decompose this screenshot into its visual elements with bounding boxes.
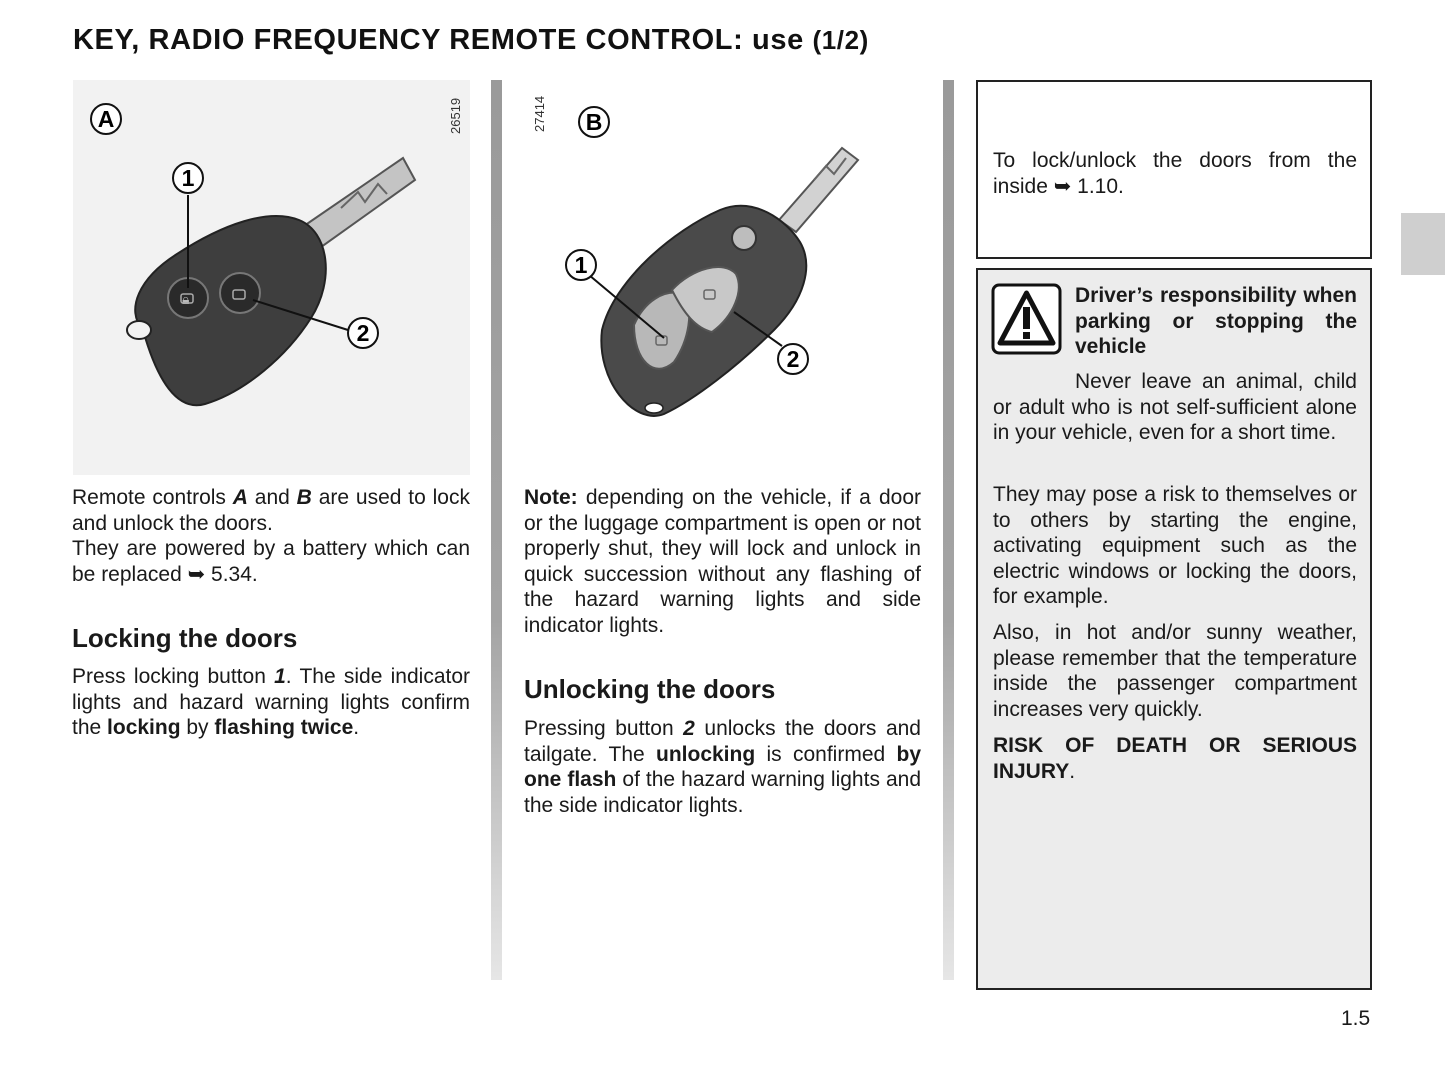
warning-title: Driver’s responsibility when parking or stopping the vehicle: [1075, 284, 1357, 359]
infobox-text: To lock/unlock the doors from the inside ➥ 1.10.: [993, 149, 1357, 198]
warning-triangle-icon: [991, 283, 1062, 355]
warning-para-4: RISK OF DEATH OR SERIOUS INJURY.: [993, 734, 1357, 783]
key-blade-b: [779, 148, 858, 232]
key-ring-hole-b: [645, 403, 663, 413]
warning-para-3: Also, in hot and/or sunny weather, please remember that the temperature inside the passenger compartment increases very quickly.: [993, 621, 1357, 721]
driver-responsibility-warning: [976, 268, 1372, 990]
figure-a-key-remote: [73, 80, 470, 475]
locking-text: Press locking button 1. The side indicator lights and hazard warning lights confirm the locking by flashing twice.: [72, 665, 471, 740]
page-title-text: KEY, RADIO FREQUENCY REMOTE CONTROL: use: [73, 24, 804, 56]
column-divider-right: [943, 80, 954, 980]
callout-1-a: 1: [181, 165, 195, 191]
locking-heading: Locking the doors: [72, 623, 298, 653]
page-title: [73, 24, 869, 57]
callout-2-b: 2: [786, 346, 800, 372]
note-text: Note: depending on the vehicle, if a door or the luggage compartment is open or not properly shut, they will lock and unlock in quick succession without any flashing of the hazard warning lights and side indicator lights.: [524, 486, 921, 637]
inside-lock-infobox: [976, 80, 1372, 259]
col1-intro: [72, 485, 470, 587]
unlock-button-a: [220, 273, 260, 313]
figure-a-label: A: [97, 106, 115, 132]
key-ring-hole-a: [127, 321, 151, 339]
fold-release-button: [732, 226, 756, 250]
warning-para-2: They may pose a risk to themselves or to others by starting the engine, activating equipment such as the electric windows or locking the doors, for example.: [993, 483, 1357, 609]
unlocking-text: Pressing button 2 unlocks the doors and tailgate. The unlocking is confirmed by one flash of the hazard warning lights and the side indicator lights.: [524, 717, 922, 817]
col1-intro-para: Remote controls A and B are used to lock and unlock the doors.: [72, 486, 470, 535]
figure-a-illustration: [73, 80, 470, 475]
figure-b-ref-code: 27414: [532, 95, 547, 132]
column-divider-left: [491, 80, 502, 980]
battery-page-ref: ➥ 5.34.: [187, 562, 258, 586]
warning-para-1: Never leave an animal, child or adult who is not self-sufficient alone in your vehicle, even for a short time.: [993, 370, 1357, 445]
figure-b-label: B: [585, 109, 603, 135]
unlocking-heading: Unlocking the doors: [524, 674, 776, 704]
callout-1-b: 1: [574, 252, 588, 278]
page-number: 1.5: [1341, 1007, 1371, 1030]
callout-2-a: 2: [356, 320, 370, 346]
note-label: Note:: [524, 486, 578, 509]
figure-a-ref-code: 26519: [448, 97, 463, 134]
lock-symbol-icon: 🔒︎: [182, 292, 190, 308]
chapter-side-tab: [1401, 213, 1445, 275]
figure-b-key-remote: [524, 80, 921, 475]
figure-b-illustration: [524, 80, 921, 475]
page-title-suffix: (1/2): [812, 25, 869, 55]
col1-battery-para: They are powered by a battery which can be replaced ➥ 5.34.: [72, 537, 470, 586]
inside-lock-page-ref: ➥ 1.10.: [1053, 174, 1124, 198]
